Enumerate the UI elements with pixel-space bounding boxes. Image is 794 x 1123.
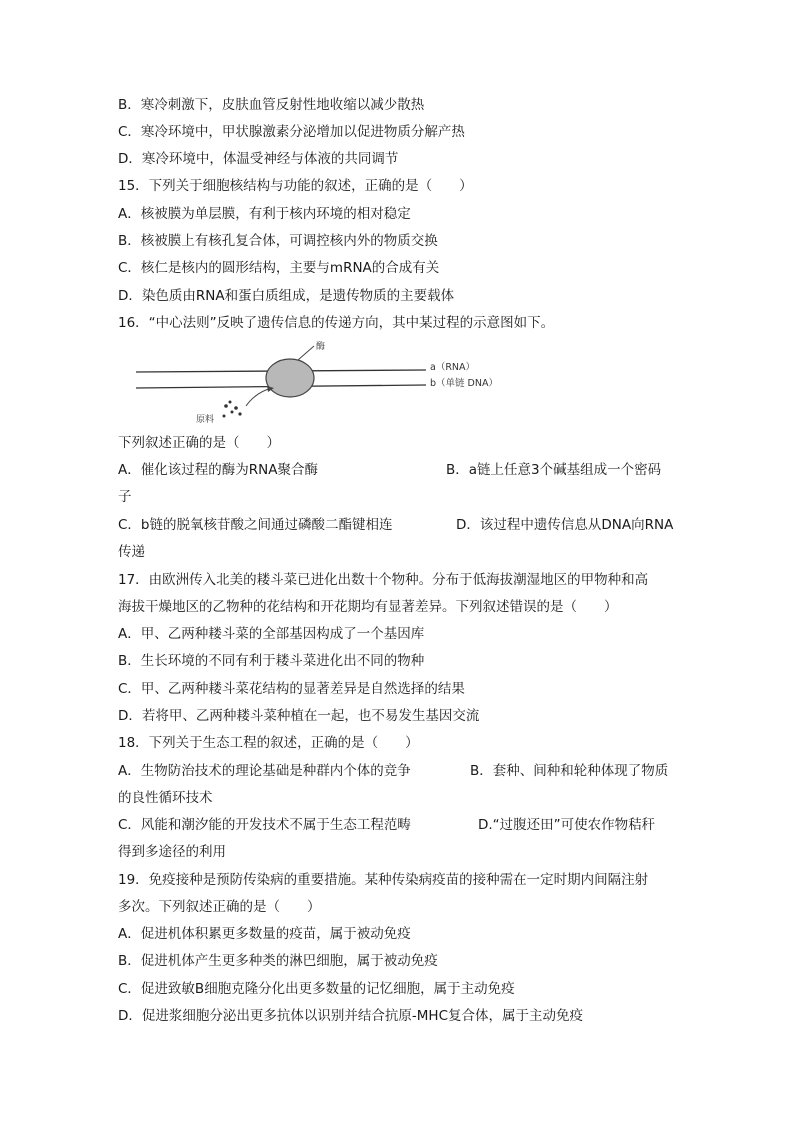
enzyme-ellipse <box>266 359 314 397</box>
q18-option-b-cont: 的良性循环技术 <box>118 790 213 806</box>
q16-option-b-cont: 子 <box>118 489 132 505</box>
q17-option-a: A．甲、乙两种耧斗菜的全部基因构成了一个基因库 <box>118 626 425 642</box>
q16-option-b: B．a链上任意3个碱基组成一个密码 <box>446 462 662 478</box>
q14-option-c: C．寒冷环境中，甲状腺激素分泌增加以促进物质分解产热 <box>118 124 465 140</box>
raw-material-dots <box>223 401 242 418</box>
material-label: 原料 <box>196 415 215 425</box>
q15-option-d: D．染色质由RNA和蛋白质组成，是遗传物质的主要载体 <box>118 288 455 304</box>
enzyme-pointer <box>298 346 314 360</box>
q19-stem-2: 多次。下列叙述正确的是（ ） <box>118 899 321 915</box>
q16-option-c: C．b链的脱氧核苷酸之间通过磷酸二酯键相连 <box>118 517 393 533</box>
q17-stem-1: 17．由欧洲传入北美的耧斗菜已进化出数十个物种。分布于低海拔潮湿地区的甲物种和高 <box>118 572 649 588</box>
q16-option-d-cont: 传递 <box>118 544 145 560</box>
enzyme-label: 酶 <box>316 342 326 352</box>
q19-option-b: B．促进机体产生更多种类的淋巴细胞，属于被动免疫 <box>118 953 438 969</box>
q19-option-d: D．促进浆细胞分泌出更多抗体以识别并结合抗原-MHC复合体，属于主动免疫 <box>118 1008 583 1024</box>
q16-option-d: D．该过程中遗传信息从DNA向RNA <box>456 517 674 533</box>
q16-stem: 16．“中心法则”反映了遗传信息的传递方向，其中某过程的示意图如下。 <box>118 315 555 331</box>
q15-option-b: B．核被膜上有核孔复合体，可调控核内外的物质交换 <box>118 233 438 249</box>
q14-option-b: B．寒冷刺激下，皮肤血管反射性地收缩以减少散热 <box>118 97 425 113</box>
strand-b-label: b（单链 DNA） <box>430 378 498 389</box>
q14-option-d: D．寒冷环境中，体温受神经与体液的共同调节 <box>118 151 399 167</box>
q16-option-a: A．催化该过程的酶为RNA聚合酶 <box>118 462 318 478</box>
q18-option-b: B．套种、间种和轮种体现了物质 <box>470 763 669 779</box>
q15-stem: 15．下列关于细胞核结构与功能的叙述，正确的是（ ） <box>118 178 473 194</box>
q18-option-c: C．风能和潮汐能的开发技术不属于生态工程范畴 <box>118 817 411 833</box>
q17-option-c: C．甲、乙两种耧斗菜花结构的显著差异是自然选择的结果 <box>118 681 465 697</box>
strand-a-label: a（RNA） <box>430 362 476 373</box>
q19-stem-1: 19．免疫接种是预防传染病的重要措施。某种传染病疫苗的接种需在一定时期内间隔注射 <box>118 872 649 888</box>
q19-option-a: A．促进机体积累更多数量的疫苗，属于被动免疫 <box>118 926 411 942</box>
q15-option-c: C．核仁是核内的圆形结构，主要与mRNA的合成有关 <box>118 260 440 276</box>
q16-question: 下列叙述正确的是（ ） <box>118 435 280 451</box>
q15-option-a: A．核被膜为单层膜，有利于核内环境的相对稳定 <box>118 206 411 222</box>
q17-stem-2: 海拔干燥地区的乙物种的花结构和开花期均有显著差异。下列叙述错误的是（ ） <box>118 599 618 615</box>
q18-option-a: A．生物防治技术的理论基础是种群内个体的竞争 <box>118 763 411 779</box>
q18-option-d: D.“过腹还田”可使农作物秸秆 <box>478 817 656 833</box>
q17-option-d: D．若将甲、乙两种耧斗菜种植在一起，也不易发生基因交流 <box>118 708 480 724</box>
q17-option-b: B．生长环境的不同有利于耧斗菜进化出不同的物种 <box>118 653 425 669</box>
transcription-diagram <box>128 336 528 428</box>
q19-option-c: C．促进致敏B细胞克隆分化出更多数量的记忆细胞，属于主动免疫 <box>118 981 515 997</box>
q18-stem: 18．下列关于生态工程的叙述，正确的是（ ） <box>118 735 419 751</box>
q18-option-d-cont: 得到多途径的利用 <box>118 844 226 860</box>
